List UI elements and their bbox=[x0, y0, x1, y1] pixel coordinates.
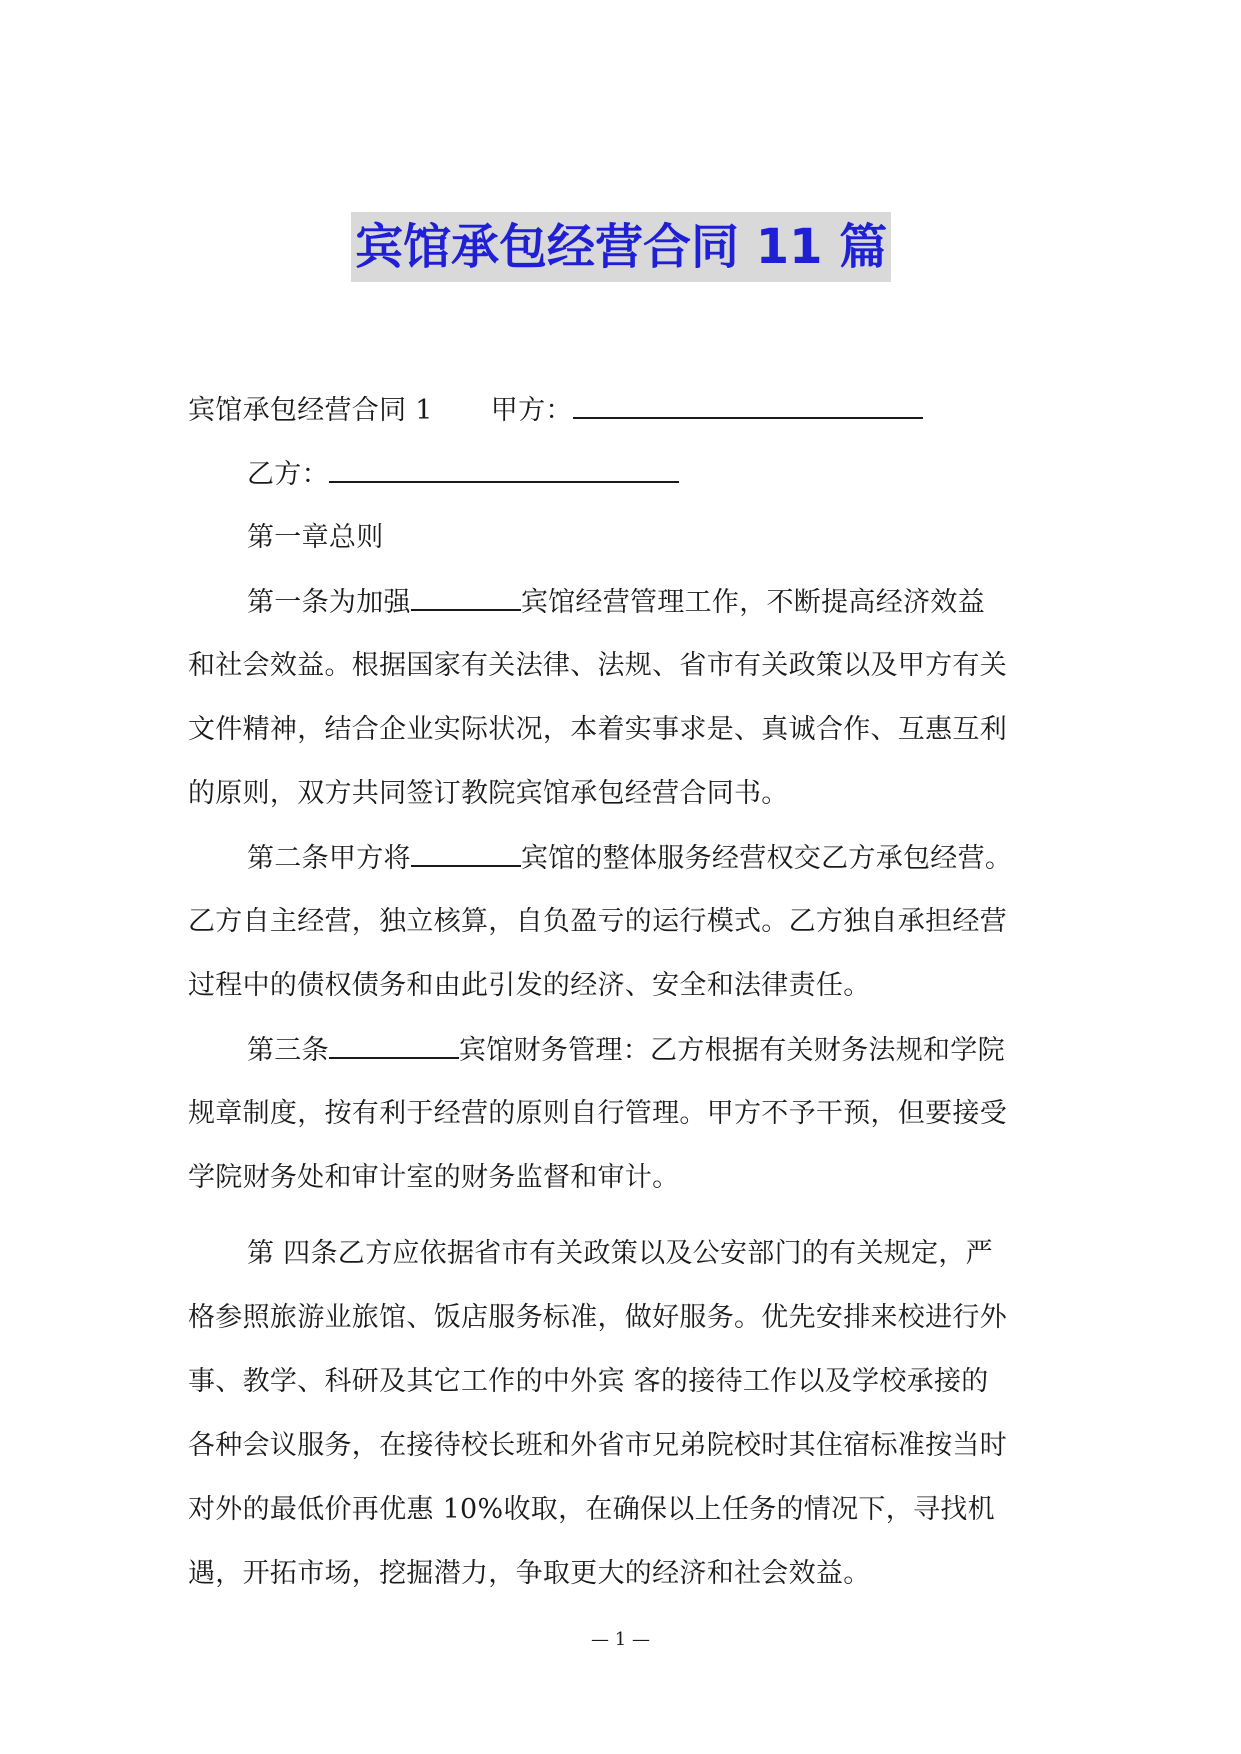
body-line: 规章制度，按有利于经营的原则自行管理。甲方不予干预，但要接受 bbox=[188, 1098, 1007, 1129]
body-line: 事、教学、科研及其它工作的中外宾 客的接待工作以及学校承接的 bbox=[188, 1366, 989, 1397]
article-2-text-a: 第二条甲方将 bbox=[247, 843, 411, 874]
contract-number-label: 宾馆承包经营合同 1 bbox=[188, 395, 433, 426]
party-a-label: 甲方： bbox=[490, 395, 573, 426]
body-line: 学院财务处和审计室的财务监督和审计。 bbox=[188, 1162, 680, 1193]
party-a-blank bbox=[573, 390, 923, 419]
party-b-blank bbox=[329, 454, 679, 483]
party-b-label: 乙方： bbox=[247, 459, 329, 490]
paragraph-line-party-b bbox=[247, 454, 679, 495]
body-line: 各种会议服务，在接待校长班和外省市兄弟院校时其住宿标准按当时 bbox=[188, 1430, 1007, 1461]
article-3-text-a: 第三条 bbox=[247, 1035, 329, 1066]
body-line: 的原则，双方共同签订教院宾馆承包经营合同书。 bbox=[188, 778, 789, 809]
article-3-text-b: 宾馆财务管理：乙方根据有关财务法规和学院 bbox=[458, 1035, 1005, 1066]
article-1-text-b: 宾馆经营管理工作，不断提高经济效益 bbox=[520, 587, 985, 618]
document-title: 宾馆承包经营合同 11 篇 bbox=[351, 212, 891, 282]
body-line: 过程中的债权债务和由此引发的经济、安全和法律责任。 bbox=[188, 970, 871, 1001]
article-1-line bbox=[247, 582, 985, 623]
article-3-line bbox=[247, 1030, 1005, 1071]
body-line: 文件精神，结合企业实际状况，本着实事求是、真诚合作、互惠互利 bbox=[188, 714, 1007, 745]
article-4-line: 第 四条乙方应依据省市有关政策以及公安部门的有关规定，严 bbox=[247, 1238, 993, 1269]
chapter-heading: 第一章总则 bbox=[247, 522, 384, 553]
article-2-text-b: 宾馆的整体服务经营权交乙方承包经营。 bbox=[520, 843, 1013, 874]
article-3-blank bbox=[329, 1030, 459, 1059]
body-line: 和社会效益。根据国家有关法律、法规、省市有关政策以及甲方有关 bbox=[188, 650, 1007, 681]
article-1-blank bbox=[411, 582, 521, 611]
article-1-text-a: 第一条为加强 bbox=[247, 587, 411, 618]
paragraph-line-intro bbox=[188, 390, 923, 431]
article-2-line bbox=[247, 838, 1012, 879]
article-2-blank bbox=[411, 838, 521, 867]
page-number: — 1 — bbox=[591, 1629, 650, 1650]
body-line: 格参照旅游业旅馆、饭店服务标准，做好服务。优先安排来校进行外 bbox=[188, 1302, 1007, 1333]
body-line: 对外的最低价再优惠 10%收取，在确保以上任务的情况下，寻找机 bbox=[188, 1494, 995, 1525]
body-line: 遇，开拓市场，挖掘潜力，争取更大的经济和社会效益。 bbox=[188, 1558, 871, 1589]
body-line: 乙方自主经营，独立核算，自负盈亏的运行模式。乙方独自承担经营 bbox=[188, 906, 1007, 937]
